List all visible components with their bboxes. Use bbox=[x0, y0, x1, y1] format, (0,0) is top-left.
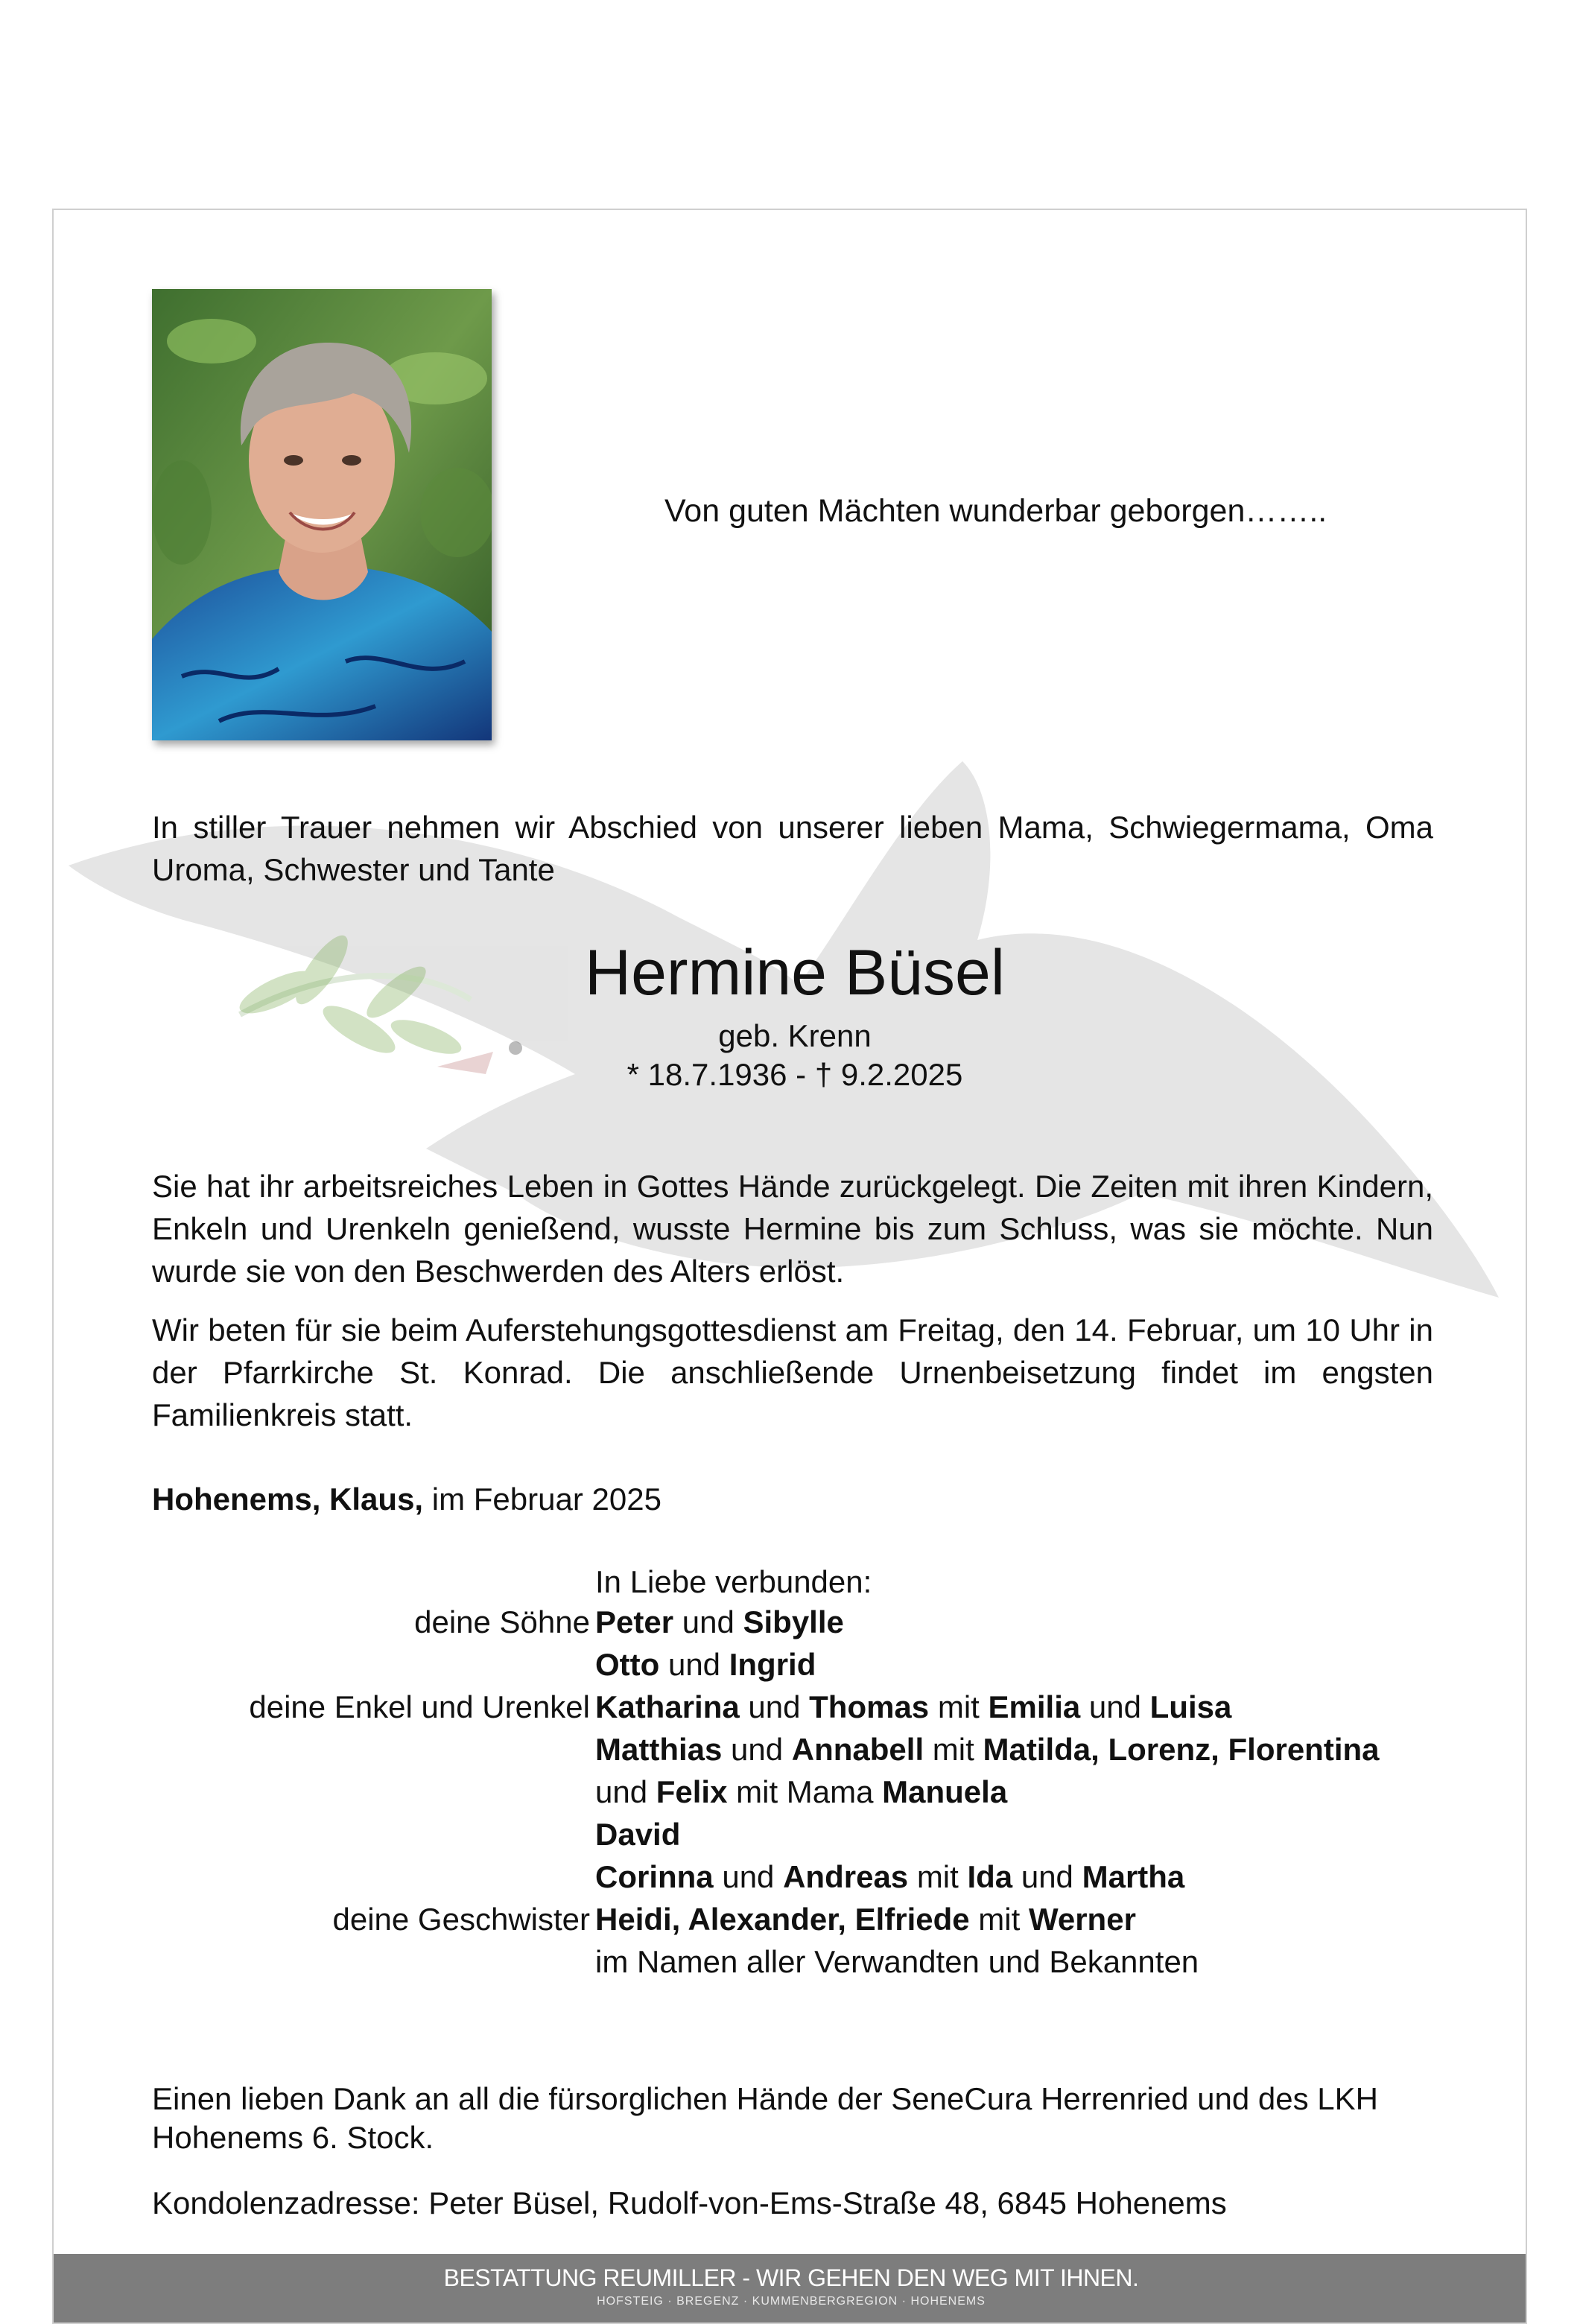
funeral-home-footer bbox=[54, 2254, 1527, 2323]
mourner-connector: und bbox=[713, 1859, 784, 1894]
mourner-name: Sibylle bbox=[743, 1604, 844, 1639]
mourner-names bbox=[595, 1817, 680, 1852]
mourner-name: Ingrid bbox=[729, 1647, 816, 1682]
thanks-text: Einen lieben Dank an all die fürsorglichen Hände der SeneCura Herrenried und des LKH Hohenems 6. Stock. bbox=[152, 2081, 1378, 2155]
mourner-names bbox=[595, 1604, 844, 1640]
life-dates: * 18.7.1936 - † 9.2.2025 bbox=[626, 1057, 963, 1092]
mourner-names bbox=[595, 1944, 1199, 1980]
intro-text: In stiller Trauer nehmen wir Abschied von unserer lieben Mama, Schwiegermama, Oma Uroma, Schwester und Tante bbox=[152, 810, 1433, 887]
deceased-name: Hermine Büsel bbox=[585, 937, 1005, 1009]
mourner-row bbox=[54, 1732, 1527, 1774]
mourner-connector: und bbox=[673, 1604, 743, 1639]
obituary-card bbox=[52, 209, 1527, 2324]
mourner-connector: mit bbox=[969, 1902, 1029, 1937]
motto: Von guten Mächten wunderbar geborgen…….. bbox=[664, 493, 1327, 529]
mourner-connector: im Namen aller Verwandten und Bekannten bbox=[595, 1944, 1199, 1979]
mourner-names bbox=[595, 1689, 1231, 1725]
mourner-relation: deine Geschwister bbox=[332, 1902, 590, 1937]
mourner-name: Matthias bbox=[595, 1732, 723, 1767]
mourner-name: Luisa bbox=[1149, 1689, 1232, 1724]
condolence-address: Kondolenzadresse: Peter Büsel, Rudolf-von-Ems-Straße 48, 6845 Hohenems bbox=[152, 2185, 1227, 2220]
mourner-row bbox=[54, 1689, 1527, 1732]
place-names: Hohenems, Klaus, bbox=[152, 1482, 424, 1517]
mourner-names bbox=[595, 1732, 1380, 1768]
mourner-name: Felix bbox=[656, 1774, 728, 1809]
mourner-names bbox=[595, 1774, 1007, 1810]
mourner-connector: und bbox=[659, 1647, 729, 1682]
mourner-name: Heidi, Alexander, Elfriede bbox=[595, 1902, 970, 1937]
mourner-name: Matilda, Lorenz, Florentina bbox=[983, 1732, 1380, 1767]
mourner-name: Peter bbox=[595, 1604, 674, 1639]
mourner-names bbox=[595, 1647, 816, 1683]
mourner-connector: mit bbox=[908, 1859, 968, 1894]
mourner-row bbox=[54, 1902, 1527, 1944]
mourner-connector: mit bbox=[924, 1732, 983, 1767]
mourner-name: Emilia bbox=[988, 1689, 1081, 1724]
portrait-photo bbox=[152, 289, 492, 740]
mourner-connector: und bbox=[1012, 1859, 1082, 1894]
mourner-name: Werner bbox=[1028, 1902, 1136, 1937]
mourner-relation: deine Enkel und Urenkel bbox=[249, 1689, 590, 1724]
footer-locations: HOFSTEIG · BREGENZ · KUMMENBERGREGION · HOHENEMS bbox=[597, 2295, 986, 2308]
paragraph-life: Sie hat ihr arbeitsreiches Leben in Gottes Hände zurückgelegt. Die Zeiten mit ihren Kindern, Enkeln und Urenkeln genießend, wusste Hermine bis zum Schluss, was sie möchte. Nun wurde sie von den Beschwerden des Alters erlöst. bbox=[152, 1169, 1433, 1289]
paragraph-service: Wir beten für sie beim Auferstehungsgottesdienst am Freitag, den 14. Februar, um 10 Uhr in der Pfarrkirche St. Konrad. Die anschließende Urnenbeisetzung findet im engsten Familienkreis statt. bbox=[152, 1312, 1433, 1432]
mourner-row bbox=[54, 1774, 1527, 1817]
mourner-connector: und bbox=[722, 1732, 792, 1767]
mourner-relation: deine Söhne bbox=[414, 1604, 590, 1639]
place-date: im Februar 2025 bbox=[423, 1482, 661, 1517]
footer-slogan: BESTATTUNG REUMILLER - WIR GEHEN DEN WEG MIT IHNEN. bbox=[443, 2264, 1139, 2291]
place-date-line bbox=[152, 1482, 661, 1517]
mourner-name: Ida bbox=[967, 1859, 1013, 1894]
mourner-row bbox=[54, 1817, 1527, 1859]
mourner-name: Manuela bbox=[882, 1774, 1008, 1809]
mourner-name: David bbox=[595, 1817, 681, 1852]
mourner-name: Andreas bbox=[783, 1859, 909, 1894]
birth-name: geb. Krenn bbox=[718, 1018, 872, 1053]
mourner-name: Corinna bbox=[595, 1859, 714, 1894]
mourner-row bbox=[54, 1859, 1527, 1902]
mourner-connector: mit bbox=[929, 1689, 989, 1724]
mourner-connector: mit Mama bbox=[727, 1774, 883, 1809]
mourner-connector: und bbox=[595, 1774, 656, 1809]
mourner-name: Annabell bbox=[791, 1732, 924, 1767]
mourners-intro: In Liebe verbunden: bbox=[595, 1564, 872, 1599]
mourner-row bbox=[54, 1944, 1527, 1987]
mourner-name: Thomas bbox=[809, 1689, 930, 1724]
mourner-name: Martha bbox=[1082, 1859, 1185, 1894]
mourner-row bbox=[54, 1604, 1527, 1647]
mourner-name: Katharina bbox=[595, 1689, 740, 1724]
mourner-names bbox=[595, 1859, 1184, 1895]
mourners-list bbox=[54, 1604, 1527, 1987]
mourner-connector: und bbox=[1080, 1689, 1150, 1724]
mourner-name: Otto bbox=[595, 1647, 660, 1682]
mourner-names bbox=[595, 1902, 1136, 1937]
mourner-connector: und bbox=[739, 1689, 810, 1724]
mourner-row bbox=[54, 1647, 1527, 1689]
